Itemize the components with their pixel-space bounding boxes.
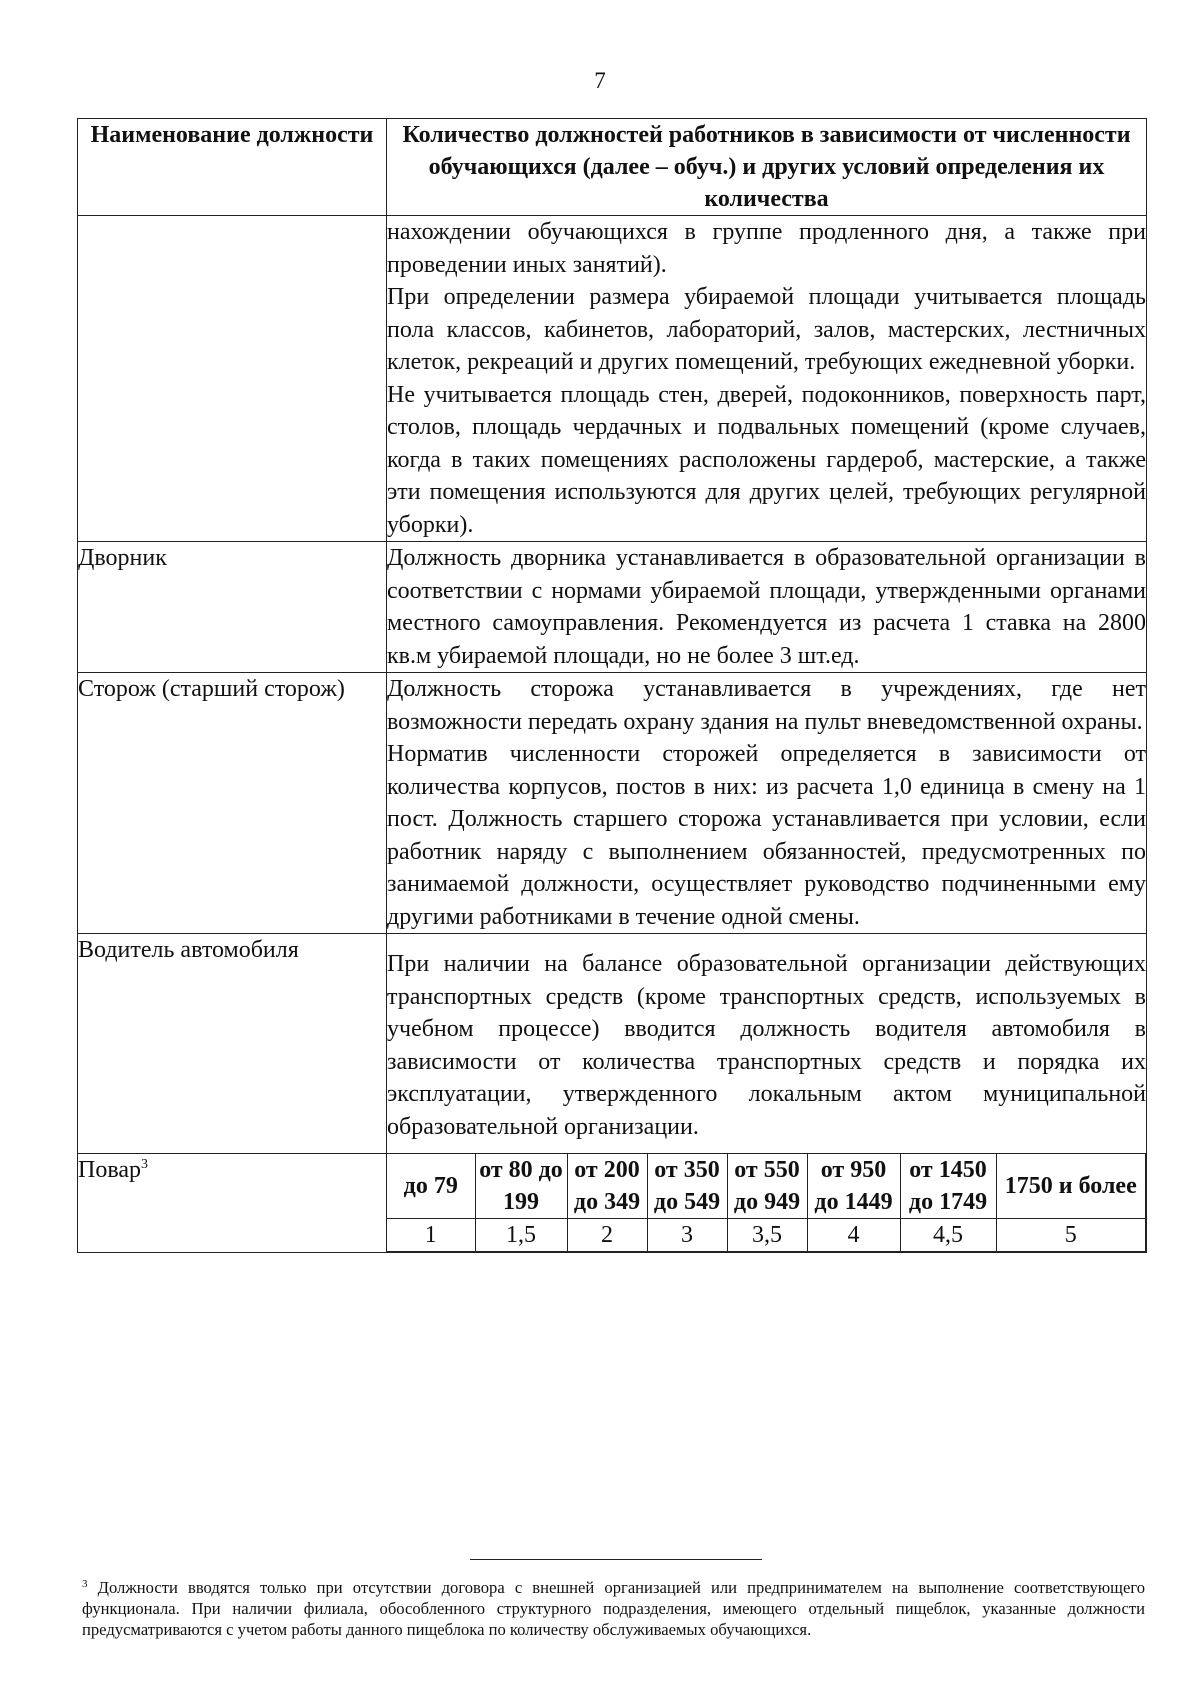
cook-values-row [387, 1219, 1146, 1252]
description-paragraph: Норматив численности сторожей определяется в зависимости от количества корпусов, постов в них: из расчета 1,0 единица в смену на 1 пост. Должность старшего сторожа устанавливается при условии, если работник наряду с выполнением обязанностей, предусмотренных по занимаемой должности, осуществляет руководство подчиненными ему другими работниками в течение одной смены. [387, 741, 1146, 930]
student-range: 1750 и более [996, 1154, 1146, 1219]
cook-ranges-row [387, 1154, 1146, 1219]
footnote-mark: 3 [141, 1157, 148, 1172]
position-name-empty [78, 216, 387, 542]
student-range: от 950 до 1449 [807, 1154, 900, 1219]
student-range: от 80 до 199 [475, 1154, 567, 1219]
footnote [82, 1577, 1145, 1640]
student-range: от 350 до 549 [647, 1154, 727, 1219]
staff-units-value: 1 [387, 1219, 475, 1252]
staff-units-value: 3,5 [727, 1219, 807, 1252]
description-paragraph: нахождении обучающихся в группе продленного дня, а также при проведении иных занятий). [387, 219, 1146, 278]
table-row-watchman [78, 673, 1147, 934]
student-range: до 79 [387, 1154, 475, 1219]
position-description [387, 934, 1147, 1154]
page-number: 7 [594, 68, 606, 93]
description-paragraph: Не учитывается площадь стен, дверей, подоконников, поверхность парт, столов, площадь чердачных и подвальных помещений (кроме случаев, когда в таких помещениях расположены гардероб, мастерские, а также эти помещения используются для других целей, требующих регулярной уборки). [387, 381, 1146, 538]
description-paragraph: Должность дворника устанавливается в образовательной организации в соответствии с нормами убираемой площади, утвержденными органами местного самоуправления. Рекомендуется из расчета 1 ставка на 2800 кв.м убираемой площади, но не более 3 шт.ед. [387, 545, 1146, 669]
position-name: Сторож (старший сторож) [78, 673, 387, 934]
footnote-separator [470, 1559, 762, 1560]
header-position-count: Количество должностей работников в зависимости от численности обучающихся (далее – обуч.) и других условий определения их количества [387, 119, 1147, 216]
table-row-driver [78, 934, 1147, 1154]
header-position-name: Наименование должности [78, 119, 387, 216]
footnote-text: Должности вводятся только при отсутствии договора с внешней организацией или предпринимателем на выполнение соответствующего функционала. При наличии филиала, обособленного структурного подразделения, имеющего отдельный пищеблок, указанные должности предусматриваются с учетом работы данного пищеблока по количеству обслуживаемых обучающихся. [82, 1578, 1146, 1639]
description-paragraph: Должность сторожа устанавливается в учреждениях, где нет возможности передать охрану здания на пульт вневедомственной охраны. [387, 676, 1146, 735]
cook-norms-table [387, 1154, 1146, 1252]
table-row-cook [78, 1154, 1147, 1253]
position-description [387, 542, 1147, 673]
student-range: от 200 до 349 [567, 1154, 647, 1219]
position-description [387, 216, 1147, 542]
description-paragraph: При определении размера убираемой площади учитывается площадь пола классов, кабинетов, лабораторий, залов, мастерских, лестничных клеток, рекреаций и других помещений, требующих ежедневной уборки. [387, 284, 1146, 375]
position-description [387, 673, 1147, 934]
student-range: от 550 до 949 [727, 1154, 807, 1219]
description-paragraph: При наличии на балансе образовательной организации действующих транспортных средств (кроме транспортных средств, используемых в учебном процессе) вводится должность водителя автомобиля в зависимости от количества транспортных средств и порядка их эксплуатации, утвержденного локальным актом муниципальной образовательной организации. [387, 951, 1146, 1140]
staffing-norms-table [77, 118, 1147, 1253]
position-name-cook [78, 1154, 387, 1253]
staff-units-value: 4,5 [900, 1219, 996, 1252]
position-name: Дворник [78, 542, 387, 673]
staff-units-value: 2 [567, 1219, 647, 1252]
position-name: Водитель автомобиля [78, 934, 387, 1154]
footnote-mark: 3 [82, 1578, 88, 1590]
staff-units-value: 4 [807, 1219, 900, 1252]
staff-units-value: 3 [647, 1219, 727, 1252]
staff-units-value: 1,5 [475, 1219, 567, 1252]
table-row-continuation [78, 216, 1147, 542]
staff-units-value: 5 [996, 1219, 1146, 1252]
student-range: от 1450 до 1749 [900, 1154, 996, 1219]
table-header-row [78, 119, 1147, 216]
cook-norms-cell [387, 1154, 1147, 1253]
table-row-janitor [78, 542, 1147, 673]
position-name: Повар [78, 1157, 141, 1183]
